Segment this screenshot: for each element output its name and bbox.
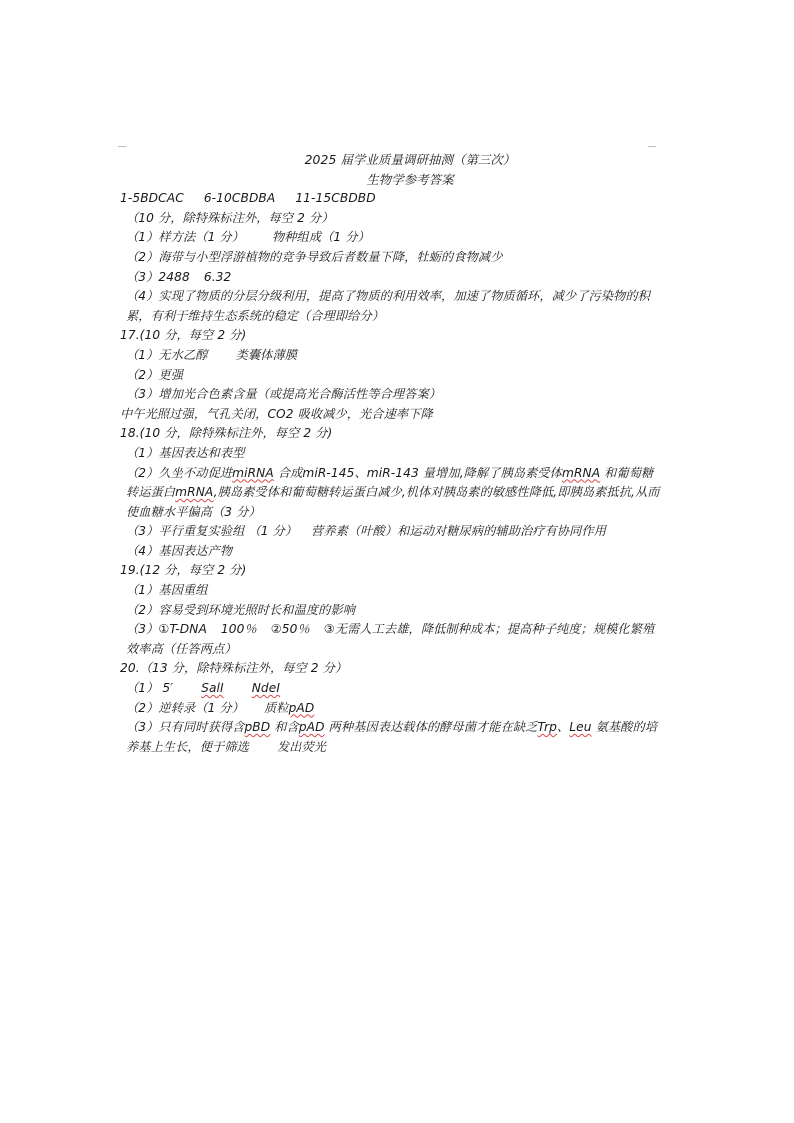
q16-answer-3a: （3）2488 bbox=[126, 269, 190, 284]
choice-1-5: 1-5BDCAC bbox=[120, 191, 184, 206]
q19-answer-3: （3）①T-DNA 100％ ②50％ ③无需人工去雄，降低制种成本；提高种子纯度；规模化繁殖效率高（任答两点） bbox=[126, 622, 655, 656]
q17-answer-2: （2）更强 bbox=[126, 367, 184, 382]
q16-answer-4: （4）实现了物质的分层分级利用，提高了物质的利用效率，加速了物质循环，减少了污染物的积累，有利于维持生态系统的稳定（合理即给分） bbox=[126, 289, 650, 323]
q19-header: 19.(12 分，每空 2 分) bbox=[120, 563, 247, 578]
q18-answer-3b: 营养素（叶酸）和运动对糖尿病的辅助治疗有协同作用 bbox=[311, 524, 607, 539]
q18-answer-2: （2）久坐不动促进miRNA 合成miR-145、miR-143 量增加,降解了胰岛素受体mRNA 和葡萄糖转运蛋白mRNA,胰岛素受体和葡萄糖转运蛋白减少,机体对胰岛素的敏感性降低,即胰岛素抵抗,从而使血糖水平偏高（3 分） bbox=[126, 465, 660, 519]
q20-answer-2 bbox=[120, 699, 660, 719]
q20-answer-2c: pAD bbox=[288, 700, 315, 715]
document-subtitle: 生物学参考答案 bbox=[366, 171, 454, 187]
q16-answer-1a: （1）样方法（1 分） bbox=[126, 230, 244, 245]
q19-answer-1: （1）基因重组 bbox=[126, 583, 208, 598]
q19-answer-2: （2）容易受到环境光照时长和温度的影响 bbox=[126, 602, 356, 617]
page-corner-mark bbox=[648, 146, 656, 147]
q20-answer-2a: （2）逆转录（1 分） bbox=[126, 700, 244, 715]
q20-answer-1 bbox=[120, 679, 660, 699]
document-title: 2025 届学业质量调研抽测（第三次） bbox=[304, 152, 516, 167]
q17-header: 17.(10 分，每空 2 分) bbox=[120, 328, 247, 343]
q16-answer-2: （2）海带与小型浮游植物的竞争导致后者数量下降，牡蛎的食物减少 bbox=[126, 249, 503, 264]
q17-answer-1 bbox=[120, 346, 660, 366]
page-corner-mark bbox=[118, 146, 126, 147]
q17-answer-1a: （1）无水乙醇 bbox=[126, 347, 208, 362]
q20-answer-3: （3）只有同时获得含pBD 和含pAD 两种基因表达载体的酵母菌才能在缺乏Trp、Leu 氨基酸的培养基上生长，便于筛选 发出荧光 bbox=[126, 720, 658, 754]
q18-header: 18.(10 分，除特殊标注外，每空 2 分) bbox=[120, 426, 333, 441]
multiple-choice-answers bbox=[120, 189, 660, 209]
q20-answer-1a: （1） 5′ bbox=[126, 681, 174, 696]
q16-answer-1b: 物种组成（1 分） bbox=[271, 230, 370, 245]
q20-answer-1b: SalI bbox=[201, 681, 224, 696]
q18-answer-4: （4）基因表达产物 bbox=[126, 543, 233, 558]
q20-header: 20.（13 分，除特殊标注外，每空 2 分） bbox=[120, 661, 348, 676]
q16-answer-1 bbox=[120, 228, 660, 248]
q16-answer-3b: 6.32 bbox=[203, 269, 232, 284]
choice-6-10: 6-10CBDBA bbox=[203, 191, 276, 206]
q18-answer-3 bbox=[120, 522, 660, 542]
q20-answer-2b: 质粒 bbox=[263, 700, 289, 715]
q17-answer-3: （3）增加光合色素含量（或提高光合酶活性等合理答案） bbox=[126, 387, 442, 402]
q17-answer-1b: 类囊体薄膜 bbox=[235, 347, 298, 362]
q16-answer-3 bbox=[120, 268, 660, 288]
q18-answer-3a: （3）平行重复实验组 （1 分） bbox=[126, 524, 298, 539]
q20-answer-1c: NdeI bbox=[251, 681, 281, 696]
q16-header: （10 分，除特殊标注外，每空 2 分） bbox=[126, 210, 334, 225]
q18-answer-1: （1）基因表达和表型 bbox=[126, 445, 245, 460]
answer-key-content bbox=[120, 150, 660, 757]
choice-11-15: 11-15CBDBD bbox=[295, 191, 376, 206]
q17-answer-4: 中午光照过强，气孔关闭，CO2 吸收减少，光合速率下降 bbox=[120, 406, 433, 421]
